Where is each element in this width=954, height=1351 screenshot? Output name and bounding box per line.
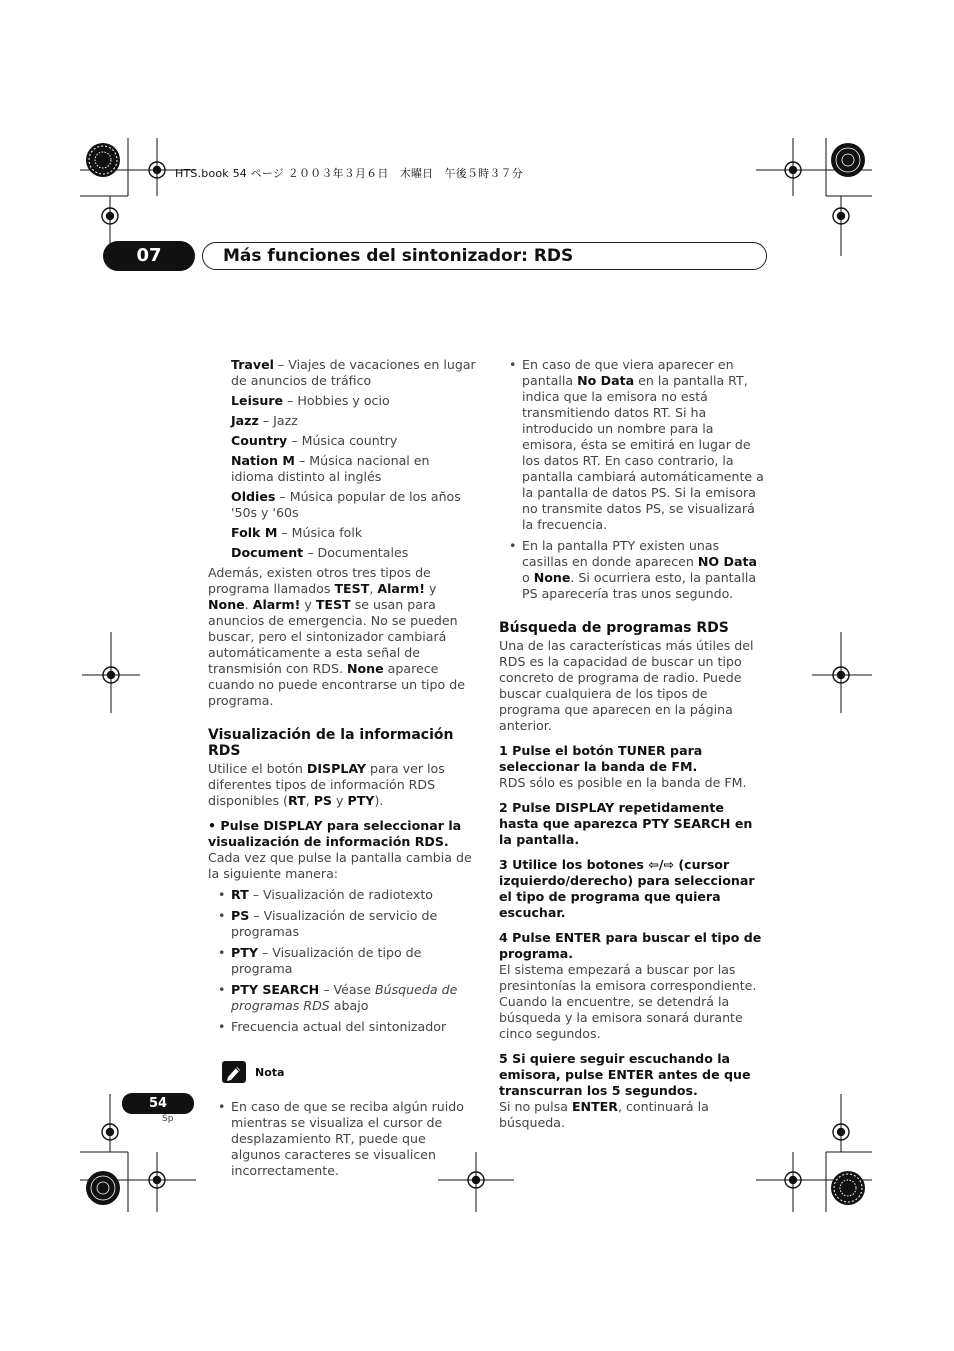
- display-mode-item: • PTY SEARCH – Véase Búsqueda de programas RDS abajo: [208, 982, 476, 1014]
- program-type-item: Jazz – Jazz: [231, 413, 298, 428]
- right-column: [499, 357, 767, 1131]
- search-step-4-desc: El sistema empezará a buscar por las presintonías la emisora correspondiente. Cuando la encuentre, se detendrá la búsqueda y la emisora sonará durante cinco segundos.: [499, 962, 757, 1041]
- left-right-arrows-icon: ⇦/⇨: [648, 857, 675, 872]
- search-step-3: 3 Utilice los botones ⇦/⇨ (cursor izquierdo/derecho) para seleccionar el tipo de programa que quiera escuchar.: [499, 857, 755, 920]
- display-mode-item: • Frecuencia actual del sintonizador: [208, 1019, 476, 1035]
- display-mode-item: • RT – Visualización de radiotexto: [208, 887, 476, 903]
- print-header: HTS.book 54 ページ ２００３年３月６日 木曜日 午後５時３７分: [175, 167, 523, 180]
- note-header: [208, 1061, 476, 1085]
- program-type-item: Folk M – Música folk: [231, 525, 363, 540]
- extra-program-types-paragraph: Además, existen otros tres tipos de programa llamados TEST, Alarm! y None. Alarm! y TEST se usan para anuncios de emergencia. No se pueden buscar, pero el sintonizador cambiará automáticamente a esta señal de transmisión con RDS. None aparece cuando no puede encontrarse un tipo de programa.: [208, 565, 465, 708]
- display-step: • Pulse DISPLAY para seleccionar la visualización de información RDS.: [208, 818, 462, 849]
- display-intro-paragraph: Utilice el botón DISPLAY para ver los diferentes tipos de información RDS disponibles (RT, PS y PTY).: [208, 761, 445, 808]
- search-step-1: 1 Pulse el botón TUNER para seleccionar la banda de FM.: [499, 743, 703, 774]
- program-type-item: Document – Documentales: [231, 545, 409, 560]
- display-step-desc: Cada vez que pulse la pantalla cambia de la siguiente manera:: [208, 850, 472, 881]
- page-language: Sp: [162, 1114, 174, 1124]
- search-step-1-desc: RDS sólo es posible en la banda de FM.: [499, 775, 747, 790]
- chapter-number: 07: [103, 241, 195, 271]
- note-pencil-icon: [222, 1061, 246, 1083]
- display-mode-item: • PS – Visualización de servicio de programas: [208, 908, 476, 940]
- display-section-heading: Visualización de la información RDS: [208, 727, 454, 759]
- left-column: [208, 357, 476, 1184]
- page-number: 54: [122, 1093, 194, 1114]
- program-type-item: Leisure – Hobbies y ocio: [231, 393, 390, 408]
- chapter-title-box: [202, 242, 767, 270]
- chapter-title: Más funciones del sintonizador: RDS: [223, 246, 574, 266]
- note-label: Nota: [255, 1066, 285, 1079]
- rds-note-bullet: • En caso de que viera aparecer en pantalla No Data en la pantalla RT, indica que la emisora no está transmitiendo datos RT. Si ha introducido un nombre para la emisora, ésta se emitirá en lugar de los datos RT. En caso contrario, la pantalla cambiará automáticamente a la pantalla de datos PS. Si la emisora no transmite datos PS, se visualizará la frecuencia.: [499, 357, 767, 533]
- search-step-5: 5 Si quiere seguir escuchando la emisora, pulse ENTER antes de que transcurran los 5 segundos.: [499, 1051, 751, 1098]
- program-type-item: Country – Música country: [231, 433, 398, 448]
- search-step-2: 2 Pulse DISPLAY repetidamente hasta que aparezca PTY SEARCH en la pantalla.: [499, 800, 753, 847]
- search-section-heading: Búsqueda de programas RDS: [499, 620, 729, 636]
- program-type-item: Nation M – Música nacional en idioma distinto al inglés: [231, 453, 430, 484]
- note-text: • En caso de que se reciba algún ruido mientras se visualiza el cursor de desplazamiento RT, puede que algunos caracteres se visualicen incorrectamente.: [208, 1099, 476, 1179]
- program-type-item: Travel – Viajes de vacaciones en lugar de anuncios de tráfico: [231, 357, 476, 388]
- search-intro: Una de las características más útiles del RDS es la capacidad de buscar un tipo concreto de programa de radio. Puede buscar cualquiera de los tipos de programa que aparecen en la página anterior.: [499, 638, 754, 733]
- display-mode-item: • PTY – Visualización de tipo de programa: [208, 945, 476, 977]
- search-step-4: 4 Pulse ENTER para buscar el tipo de programa.: [499, 930, 762, 961]
- search-step-5-desc: Si no pulsa ENTER, continuará la búsqueda.: [499, 1099, 709, 1130]
- program-type-item: Oldies – Música popular de los años '50s y '60s: [231, 489, 461, 520]
- rds-note-bullet: • En la pantalla PTY existen unas casillas en donde aparecen NO Data o None. Si ocurriera esto, la pantalla PS aparecería tras unos segundo.: [499, 538, 767, 602]
